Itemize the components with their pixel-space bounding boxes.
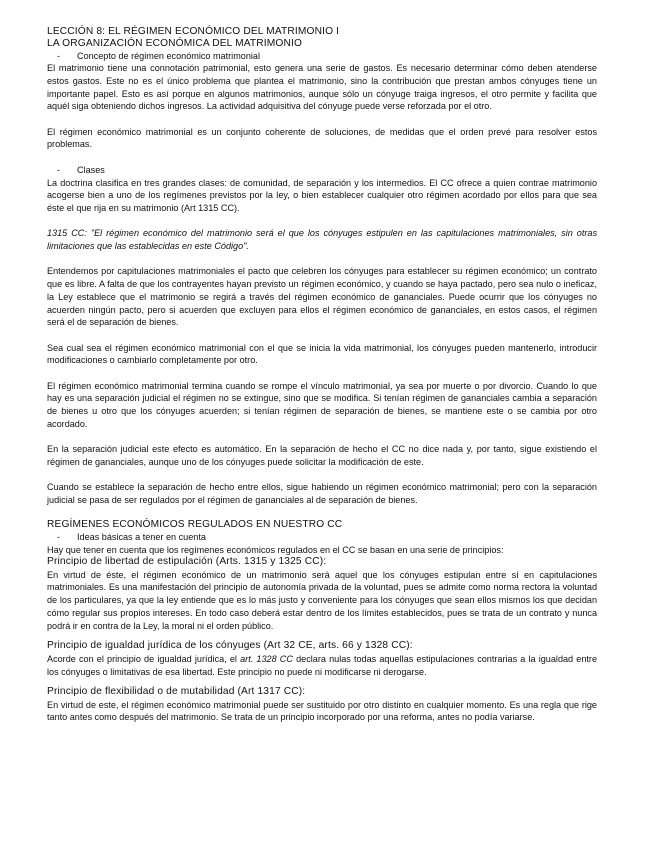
paragraph-8: Cuando se establece la separación de hecho entre ellos, sigue habiendo un régimen económico matrimonial; pero con la separación judicial se pasa de ser regulados por el régimen de gananciales al de separación de bienes. bbox=[47, 482, 597, 505]
paragraph-4: Entendemos por capitulaciones matrimoniales el pacto que celebren los cónyuges para establecer su régimen económico; un contrato que es libre. A falta de que los contrayentes hayan previsto un régimen económico, y cuando se haya pactado, pero sea nulo o ineficaz, la Ley establece que el matrimonio se regirá a través del régimen económico de gananciales. Puede ocurrir que los cónyuges no acuerden ningún pacto, pero si acuerden que excluyen para ellos el régimen económico de gananciales, en estos casos, el régimen será el de separación de bienes. bbox=[47, 266, 597, 328]
paragraph-3: La doctrina clasifica en tres grandes clases: de comunidad, de separación y los intermedios. El CC ofrece a quien contrae matrimonio acogerse bien a uno de los regímenes previstos por la ley, o bien establecer cualquier otro régimen acordado por ellos para que sea éste el que rija en su matrimonio (Art 1315 CC). bbox=[47, 177, 597, 213]
bullet-dash: - bbox=[57, 531, 61, 542]
section-heading-organizacion: LA ORGANIZACIÓN ECONÓMICA DEL MATRIMONIO bbox=[47, 38, 303, 49]
heading-libertad: Principio de libertad de estipulación (Arts. 1315 y 1325 CC): bbox=[47, 556, 327, 568]
quote-art-1315: 1315 CC: "El régimen económico del matrimonio será el que los cónyuges estipulen en las capitulaciones matrimoniales, sin otras limitaciones que las establecidas en este Código". bbox=[47, 228, 597, 251]
paragraph-9: Hay que tener en cuenta que los regímenes económicos regulados en el CC se basan en una serie de principios: bbox=[47, 544, 504, 555]
bullet-clases bbox=[47, 164, 597, 177]
heading-igualdad: Principio de igualdad jurídica de los cónyuges (Art 32 CE, arts. 66 y 1328 CC): bbox=[47, 640, 413, 652]
article-reference: art. 1328 CC bbox=[240, 653, 293, 664]
lesson-title: LECCIÓN 8: EL RÉGIMEN ECONÓMICO DEL MATRIMONIO I bbox=[47, 26, 340, 37]
paragraph-11-end: declara nulas todas aquellas estipulaciones contrarias a la igualdad entre los cónyuges o limitativas de esa libertad. Este principio no puede ni modificarse ni derogarse. bbox=[47, 653, 598, 677]
paragraph-6: El régimen económico matrimonial termina cuando se rompe el vínculo matrimonial, ya sea por muerte o por divorcio. Cuando lo que hay es una separación judicial el régimen no se extingue, sino que se modifica. Si tenían régimen de gananciales cambia a separación de bienes u otro que los cónyuges acuerden; si tenían régimen de separación de bienes, se mantiene este o se cambia por otro acordado. bbox=[47, 380, 597, 429]
paragraph-1: El matrimonio tiene una connotación patrimonial, esto genera una serie de gastos. Es necesario determinar cómo deben atenderse estos gastos. Este no es el único problema que plantea el matrimonio, sino la contribución que prestan ambos cónyuges tiene un importante papel. Esto es así porque en algunos matrimonios, aunque sólo un cónyuge traiga ingresos, el otro permite y facilita que aquél siga obteniendo dichos ingresos. La actividad adquisitiva del cónyuge puede verse reforzada por el otro. bbox=[47, 63, 597, 112]
bullet-concepto bbox=[47, 50, 597, 63]
paragraph-7: En la separación judicial este efecto es automático. En la separación de hecho el CC no dice nada y, por tanto, sigue existiendo el régimen de gananciales, aunque uno de los cónyuges puede solicitar la modificación de este. bbox=[47, 444, 597, 467]
paragraph-11 bbox=[47, 653, 597, 678]
paragraph-5: Sea cual sea el régimen económico matrimonial con el que se inicia la vida matrimonial, los cónyuges pueden mantenerlo, introducir modificaciones o cambiarlo completamente por otro. bbox=[47, 342, 597, 366]
paragraph-12: En virtud de este, el régimen económico matrimonial puede ser sustituido por otro distinto en cualquier momento. Es una regla que rige tanto antes como después del matrimonio. Se trata de un principio incorporado por una reforma, antes no podía variarse. bbox=[47, 699, 597, 723]
bullet-ideas bbox=[47, 531, 597, 544]
bullet-label: Ideas básicas a tener en cuenta bbox=[77, 531, 206, 542]
paragraph-11-start: Acorde con el principio de igualdad jurídica, el bbox=[47, 653, 241, 664]
bullet-label: Clases bbox=[77, 164, 105, 175]
bullet-dash: - bbox=[57, 164, 61, 175]
section-heading-regimenes: REGÍMENES ECONÓMICOS REGULADOS EN NUESTRO CC bbox=[47, 519, 343, 531]
paragraph-2: El régimen económico matrimonial es un conjunto coherente de soluciones, de medidas que el orden prevé para resolver estos problemas. bbox=[47, 126, 597, 150]
bullet-label: Concepto de régimen económico matrimonial bbox=[77, 50, 260, 61]
bullet-dash: - bbox=[57, 50, 61, 61]
paragraph-10: En virtud de éste, el régimen económico de un matrimonio será aquel que los cónyuges estipulan entre sí en capitulaciones matrimoniales. Es una manifestación del principio de autonomía privada de la voluntad, pues se admite como norma rectora la voluntad de los particulares, ya que la ley entiende que es lo más justo y conveniente para los cónyuges que sean ellos mismos los que decidan cómo regular sus propios intereses. En todo caso deberá estar dentro de los límites establecidos, pues se trata de un contrato y nunca podrá ir en contra de la Ley, la moral ni el orden público. bbox=[47, 569, 597, 631]
heading-flexibilidad: Principio de flexibilidad o de mutabilidad (Art 1317 CC): bbox=[47, 686, 306, 698]
